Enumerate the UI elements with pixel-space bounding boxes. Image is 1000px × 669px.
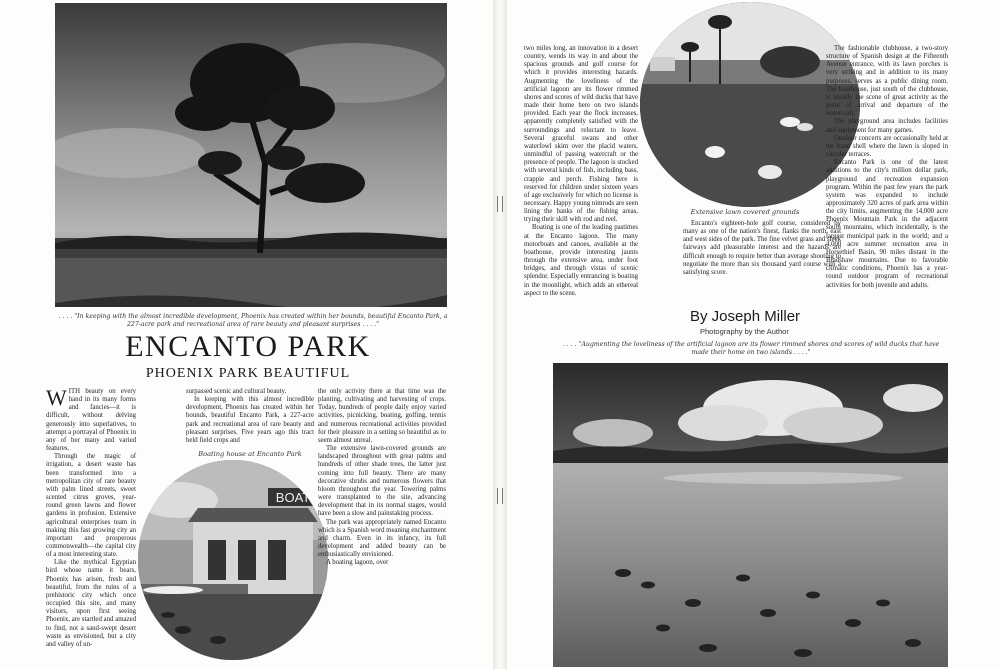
article-subtitle: PHOENIX PARK BEAUTIFUL [145,366,351,381]
body-paragraph: The playground area includes facilities and equipment for many games. [826,118,948,134]
body-paragraph: Encanto's eighteen-hole golf course, considered by many as one of the nation's finest, flanks the north, east and west sides of the park. The fine velvet grass and sleek fairways add pleasurable interest and the hazards are difficult enough to require better than average shooting to negotiate the more than six thousand yard course with a satisfying score. [683,220,841,276]
lawn-caption: Extensive lawn covered grounds [690,208,800,216]
drop-cap: W [46,385,67,410]
body-paragraph: Outdoor concerts are occasionally held at the band shell where the lawn is sloped in circular terraces. [826,134,948,159]
body-paragraph: Encanto Park is one of the latest additions to the city's million dollar park, playground and recreation expansion program. Within the past few years the park system was expanded to include approximately 320 acres of park area within the city limits, augmenting the 14,000 acre Phoenix Mountain Park in the adjacent south mountains, which incidentally, is the largest municipal park in the world; and a 4,000 acre summer recreation area in Horsethief Basin, 90 miles distant in the Bradshaw mountains. Due to favorable climatic conditions, Phoenix has a year-round outdoor program of recreational activities for both juvenile and adults. [826,159,948,289]
body-paragraph: the only activity there at that time was the planting, cultivating and harvesting of crops. Today, hundreds of people daily enjoy varied activities, picnicking, boating, golfing, tennis and numerous recreational activities provided for their pleasure in a setting so beautiful as to seem almost unreal. [318,388,446,444]
article-title: ENCANTO PARK [125,330,371,363]
lagoon-photo [553,363,948,667]
body-column-5 [683,220,841,300]
body-column-2 [186,388,314,448]
boathouse-photo [138,460,328,660]
body-paragraph: In keeping with this almost incredible development, Phoenix has created within her bounds, beautiful Encanto Park, a 227-acre park and recreational area of rare beauty and pleasant surprises. Five years ago this tract held field crops and [186,396,314,444]
byline: By Joseph Miller [690,308,801,325]
page-gutter [493,0,507,669]
body-column-1 [46,385,136,658]
boathouse-sign: BOAT [275,490,311,505]
body-paragraph: Like the mythical Egyptian bird whose name it bears, Phoenix has arisen, fresh and beautiful, from the ruins of a prehistoric city which once occupied this site, and many visitors, upon first seeing Phoenix, are startled and amazed to find, not a sand-swept desert waste as envisioned, but a city and valley of un- [46,559,136,648]
body-paragraph: surpassed scenic and cultural beauty. [186,388,287,395]
photo-credit: Photography by the Author [700,327,789,336]
staple [497,196,503,212]
body-paragraph: The park was appropriately named Encanto which is a Spanish word meaning enchantment and charm. Even in its infancy, its full development and added beauty can be enthusiastically envisioned. [318,518,446,559]
body-paragraph: Through the magic of irrigation, a desert waste has been transformed into a metropolitan city of rare beauty with palm lined streets, sweet scented citrus groves, year-round green lawns and flower gardens in profusion. Extensive agricultural enterprises team in making this fast growing city an important and prosperous commonwealth—the capital city of a most interesting state. [46,453,136,559]
body-paragraph: The extensive lawn-covered grounds are landscaped throughout with great palms and hundreds of other shade trees, the latter just coming into full beauty. There are many decorative shrubs and numerous flowers that bloom throughout the year. Towering palms were transplanted to the site, advancing development that in its normal stages, would have been a slow and painstaking process. [318,445,446,518]
tree-photo-caption: . . . . "In keeping with the almost incredible development, Phoenix has created within her bounds, beautiful Encanto Park, a 227-acre park and recreational area of rare beauty and pleasant surprises . . . ." [58,313,448,328]
staple [497,488,503,504]
body-paragraph: A boating lagoon, over [326,559,389,567]
body-paragraph: Boating is one of the leading pastimes at the Encanto lagoon. The many motorboats and canoes, available at the boathouse, provide interesting jaunts through the extensive area, under foot bridges, and through vistas of scenic splendor. Especially entrancing is boating in the moonlight, which adds an ethereal aspect to the scene. [524,224,638,297]
body-column-4 [524,45,638,345]
body-paragraph: two miles long, an innovation in a desert country, wends its way in and about the spacious grounds and golf course for which it provides interesting hazards. Augmenting the loveliness of the artificial lagoon are its flower rimmed shores and scores of wild ducks that have made their home here on two islands provided. Each year the flock increases, apparently completely satisfied with the surroundings and reluctant to leave. Several graceful swans and other waterfowl skim over the placid waters, unmindful of passing watercraft or the presence of people. The lagoon is stocked with several kinds of fish, including bass, crappie and perch. Fishing here is reserved for children under sixteen years of age exclusively for which no license is necessary. Happy young nimrods are seen lining the banks of the fishing areas, trying their skill with rod and reel. [524,45,638,224]
tree-photo [55,3,447,307]
body-paragraph: WITH beauty on every hand in its many forms and fancies—it is difficult, without delving generously into superlatives, to attempt a portrayal of Phoenix in any of her many and varied features. [46,385,136,453]
body-column-6 [826,45,948,340]
lagoon-caption: . . . . "Augmenting the loveliness of the artificial lagoon are its flower rimmed shores and scores of wild ducks that have made their home on two islands . . . ." [562,341,940,356]
body-column-3 [318,388,446,660]
boathouse-caption: Boating house at Encanto Park [198,450,302,458]
body-paragraph: The fashionable clubhouse, a two-story structure of Spanish design at the Fifteenth Avenue entrance, with its lawn porches is very striking and in addition to its many purposes, serves as a public dining room. The boathouse, just south of the clubhouse, is usually the scene of great activity as the point of arrival and departure of the watercraft. [826,45,948,118]
